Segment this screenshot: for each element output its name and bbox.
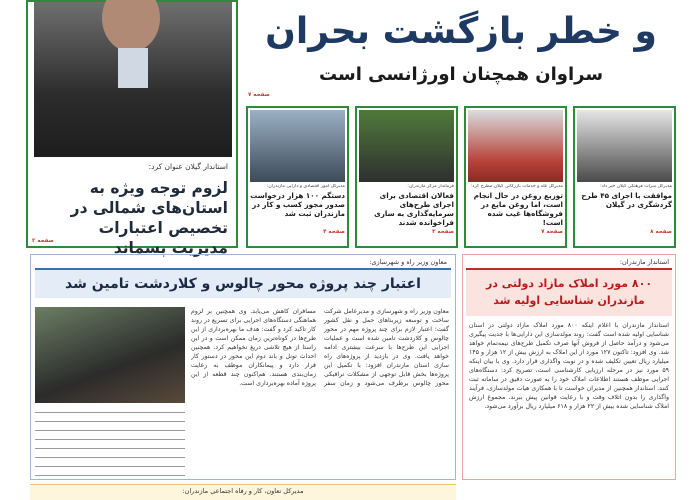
teaser-4[interactable] bbox=[573, 106, 676, 248]
teaser-kicker: مدیرکل غله و خدمات بازرگانی گیلان مطرح کرد: bbox=[470, 184, 563, 189]
teaser-headline[interactable]: توزیع روغن در حال انجام است، اما روغن مایع در فروشگاه‌ها غیب شده است! bbox=[473, 191, 563, 227]
teaser-headline[interactable]: دستگم ۱۰۰ هزار درخواست صدور مجوز کسب و کار در مازندران ثبت شد bbox=[250, 191, 345, 218]
story-center-headline-band bbox=[35, 268, 451, 298]
feature-kicker: استاندار گیلان عنوان کرد: bbox=[148, 162, 228, 171]
teaser-3[interactable] bbox=[464, 106, 567, 248]
feature-photo bbox=[34, 2, 232, 157]
teaser-headline[interactable]: موافقت با اجرای ۴۵ طرح گردشگری در گیلان bbox=[581, 191, 672, 209]
teaser-photo bbox=[577, 110, 672, 182]
main-subtitle[interactable]: سراوان همچنان اورژانسی است bbox=[318, 64, 604, 85]
story-right-headline-band bbox=[466, 268, 672, 316]
story-right-body: استاندار مازندران با اعلام اینکه ۸۰۰ مورد املاک مازاد دولتی در استان شناسایی اولیه شده است گفت: روند مولدسازی این دارایی‌ها با جدیت پیگیری می‌شود و درآمد حاصل از فروش آنها صرف تکمیل طرح‌های نیمه‌تمام خواهد شد. وی افزود: تاکنون ۱۲۷ مورد از این املاک به ارزش بیش از ۱۲ هزار و ۱۴۵ میلیارد ریال تعیین تکلیف شده و در نوبت واگذاری قرار دارد. وی با بیان اینکه ۵۹ مورد نیز در مرحله ارزیابی کارشناسی است، تصریح کرد: دستگاه‌های اجرایی موظف هستند اطلاعات املاک خود را به صورت دقیق در سامانه ثبت کنند. استاندار همچنین از مدیران خواست تا با همکاری هیات مولدسازی، فرآیند واگذاری را بدون اتلاف وقت و با رعایت قوانین پیش ببرند. مجموع ارزش املاک شناسایی شده بیش از ۲۲ هزار و ۶۱۸ میلیارد ریال برآورد می‌شود. bbox=[469, 322, 669, 410]
teaser-headline[interactable]: فعالان اقتصادی برای اجرای طرح‌های سرمایه‌گذاری به ساری فراخوانده شدند bbox=[374, 191, 454, 227]
story-center-body-lower bbox=[35, 407, 185, 477]
story-center-kicker: معاون وزیر راه و شهرسازی: bbox=[369, 258, 447, 266]
teaser-page-ref: صفحه ۸ bbox=[650, 229, 672, 235]
teaser-kicker: فرماندار مرکز مازندران: bbox=[407, 184, 454, 189]
teaser-page-ref: صفحه ۳ bbox=[432, 229, 454, 235]
teaser-1[interactable] bbox=[246, 106, 349, 248]
main-page-ref: صفحه ۷ bbox=[248, 92, 270, 98]
story-center-headline[interactable]: اعتبار چند پروژه محور چالوس و کلاردشت تامین شد bbox=[65, 276, 421, 292]
footer-story[interactable] bbox=[30, 484, 456, 500]
teaser-photo bbox=[468, 110, 563, 182]
story-center[interactable] bbox=[30, 254, 456, 480]
footer-kicker: مدیرکل تعاون، کار و رفاه اجتماعی مازندران: bbox=[182, 487, 304, 495]
teaser-page-ref: صفحه ۴ bbox=[323, 229, 345, 235]
story-right-headline[interactable]: ۸۰۰ مورد املاک مازاد دولتی در مازندران شناسایی اولیه شد bbox=[485, 277, 653, 307]
teaser-kicker: مدیرکل میراث فرهنگی گیلان خبر داد: bbox=[600, 184, 672, 189]
feature-headline[interactable]: لزوم توجه ویژه به استان‌های شمالی در تخصیص اعتبارات مدیریت پسماند bbox=[70, 179, 228, 257]
person-shirt bbox=[118, 48, 148, 88]
teaser-photo bbox=[250, 110, 345, 182]
story-right-kicker: استاندار مازندران: bbox=[619, 258, 669, 266]
teaser-kicker: مدیرکل امور اقتصادی و دارایی مازندران: bbox=[266, 184, 345, 189]
story-center-photo bbox=[35, 307, 185, 403]
teaser-2[interactable] bbox=[355, 106, 458, 248]
feature-box[interactable] bbox=[26, 0, 238, 257]
story-right[interactable] bbox=[462, 254, 676, 480]
person-head bbox=[102, 0, 160, 52]
main-headline[interactable]: و خطر بازگشت بحران bbox=[265, 11, 657, 52]
feature-page-ref: صفحه ۲ bbox=[32, 238, 54, 244]
teaser-photo bbox=[359, 110, 454, 182]
story-center-body: معاون وزیر راه و شهرسازی و مدیرعامل شرکت ساخت و توسعه زیربناهای حمل و نقل کشور گفت: اعتبار لازم برای چند پروژه مهم در محور چالوس و کلاردشت تامین شده است و عملیات اجرایی این طرح‌ها با سرعت بیشتری ادامه خواهد یافت. وی در بازدید از پروژه‌های راه سازی استان مازندران افزود: با تکمیل این پروژه‌ها بخش قابل توجهی از مشکلات ترافیکی محور چالوس برطرف می‌شود و زمان سفر مسافران کاهش می‌یابد. وی همچنین بر لزوم هماهنگی دستگاه‌های اجرایی برای تسریع در روند کار تاکید کرد و گفت: هدف ما بهره‌برداری از این طرح‌ها در کوتاه‌ترین زمان ممکن است و در این راستا از هیچ تلاشی دریغ نخواهیم کرد. همچنین احداث تونل و باند دوم این محور در دستور کار قرار دارد و پیمانکاران موظف به رعایت زمان‌بندی هستند. هم‌اکنون چند قطعه از این پروژه آماده بهره‌برداری است. bbox=[191, 308, 449, 387]
teaser-page-ref: صفحه ۷ bbox=[541, 229, 563, 235]
